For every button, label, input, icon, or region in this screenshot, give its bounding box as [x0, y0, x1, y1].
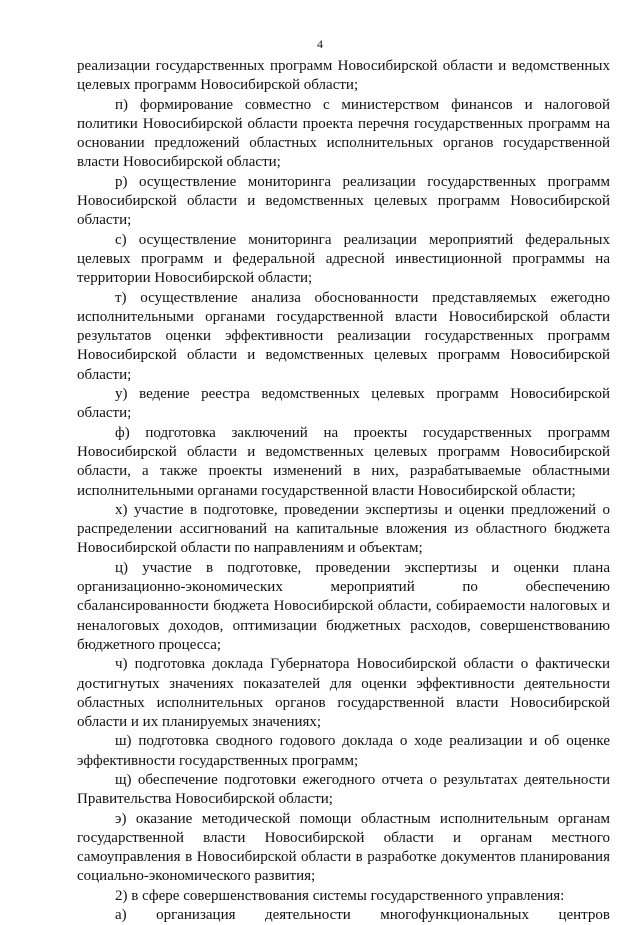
section-heading-2: 2) в сфере совершенствования системы государственного управления:	[115, 887, 565, 904]
list-item-e: э) оказание методической помощи областным исполнительным органам государственной власти Новосибирской области и органам местного самоуправления в Новосибирской области в разработке документов планирования социально-экономического развития;	[77, 810, 610, 885]
paragraph-continuation: реализации государственных программ Новосибирской области и ведомственных целевых программ Новосибирской области;	[77, 58, 610, 94]
list-item-r: р) осуществление мониторинга реализации государственных программ Новосибирской области и ведомственных целевых программ Новосибирской области;	[77, 173, 610, 229]
list-item-a: а) организация деятельности многофункциональных центров	[115, 907, 610, 924]
list-item-sh: ш) подготовка сводного годового доклада о ходе реализации и об оценке эффективности государственных программ;	[77, 733, 610, 769]
list-item-shch: щ) обеспечение подготовки ежегодного отчета о результатах деятельности Правительства Новосибирской области;	[77, 771, 610, 808]
list-item-u: у) ведение реестра ведомственных целевых программ Новосибирской области;	[77, 386, 610, 422]
list-item-s: с) осуществление мониторинга реализации мероприятий федеральных целевых программ и федеральной адресной инвестиционной программы на территории Новосибирской области;	[77, 231, 610, 287]
list-item-kh: х) участие в подготовке, проведении экспертизы и оценки предложений о распределении ассигнований на капитальные вложения из областного бюджета Новосибирской области по направлениям и объектам;	[77, 501, 610, 557]
document-body	[77, 57, 610, 925]
page-number: 4	[317, 37, 323, 51]
list-item-ts: ц) участие в подготовке, проведении экспертизы и оценки плана организационно-экономических мероприятий по обеспечению сбалансированности бюджета Новосибирской области, собираемости налоговых и неналоговых доходов, оптимизации бюджетных расходов, совершенствованию бюджетного процесса;	[77, 559, 610, 653]
list-item-p: п) формирование совместно с министерством финансов и налоговой политики Новосибирской области проекта перечня государственных программ на основании предложений областных исполнительных органов государственной власти Новосибирской области;	[77, 96, 610, 171]
list-item-t: т) осуществление анализа обоснованности представляемых ежегодно исполнительными органами государственной власти Новосибирской области результатов оценки эффективности реализации государственных программ Новосибирской области и ведомственных целевых программ Новосибирской области;	[77, 289, 610, 383]
list-item-ch: ч) подготовка доклада Губернатора Новосибирской области о фактически достигнутых значениях показателей для оценки эффективности деятельности областных исполнительных органов государственной власти Новосибирской области и их планируемых значениях;	[77, 656, 610, 731]
list-item-f: ф) подготовка заключений на проекты государственных программ Новосибирской области и ведомственных целевых программ Новосибирской области, а также проекты изменений в них, разрабатываемые областными исполнительными органами государственной власти Новосибирской области;	[77, 424, 610, 499]
